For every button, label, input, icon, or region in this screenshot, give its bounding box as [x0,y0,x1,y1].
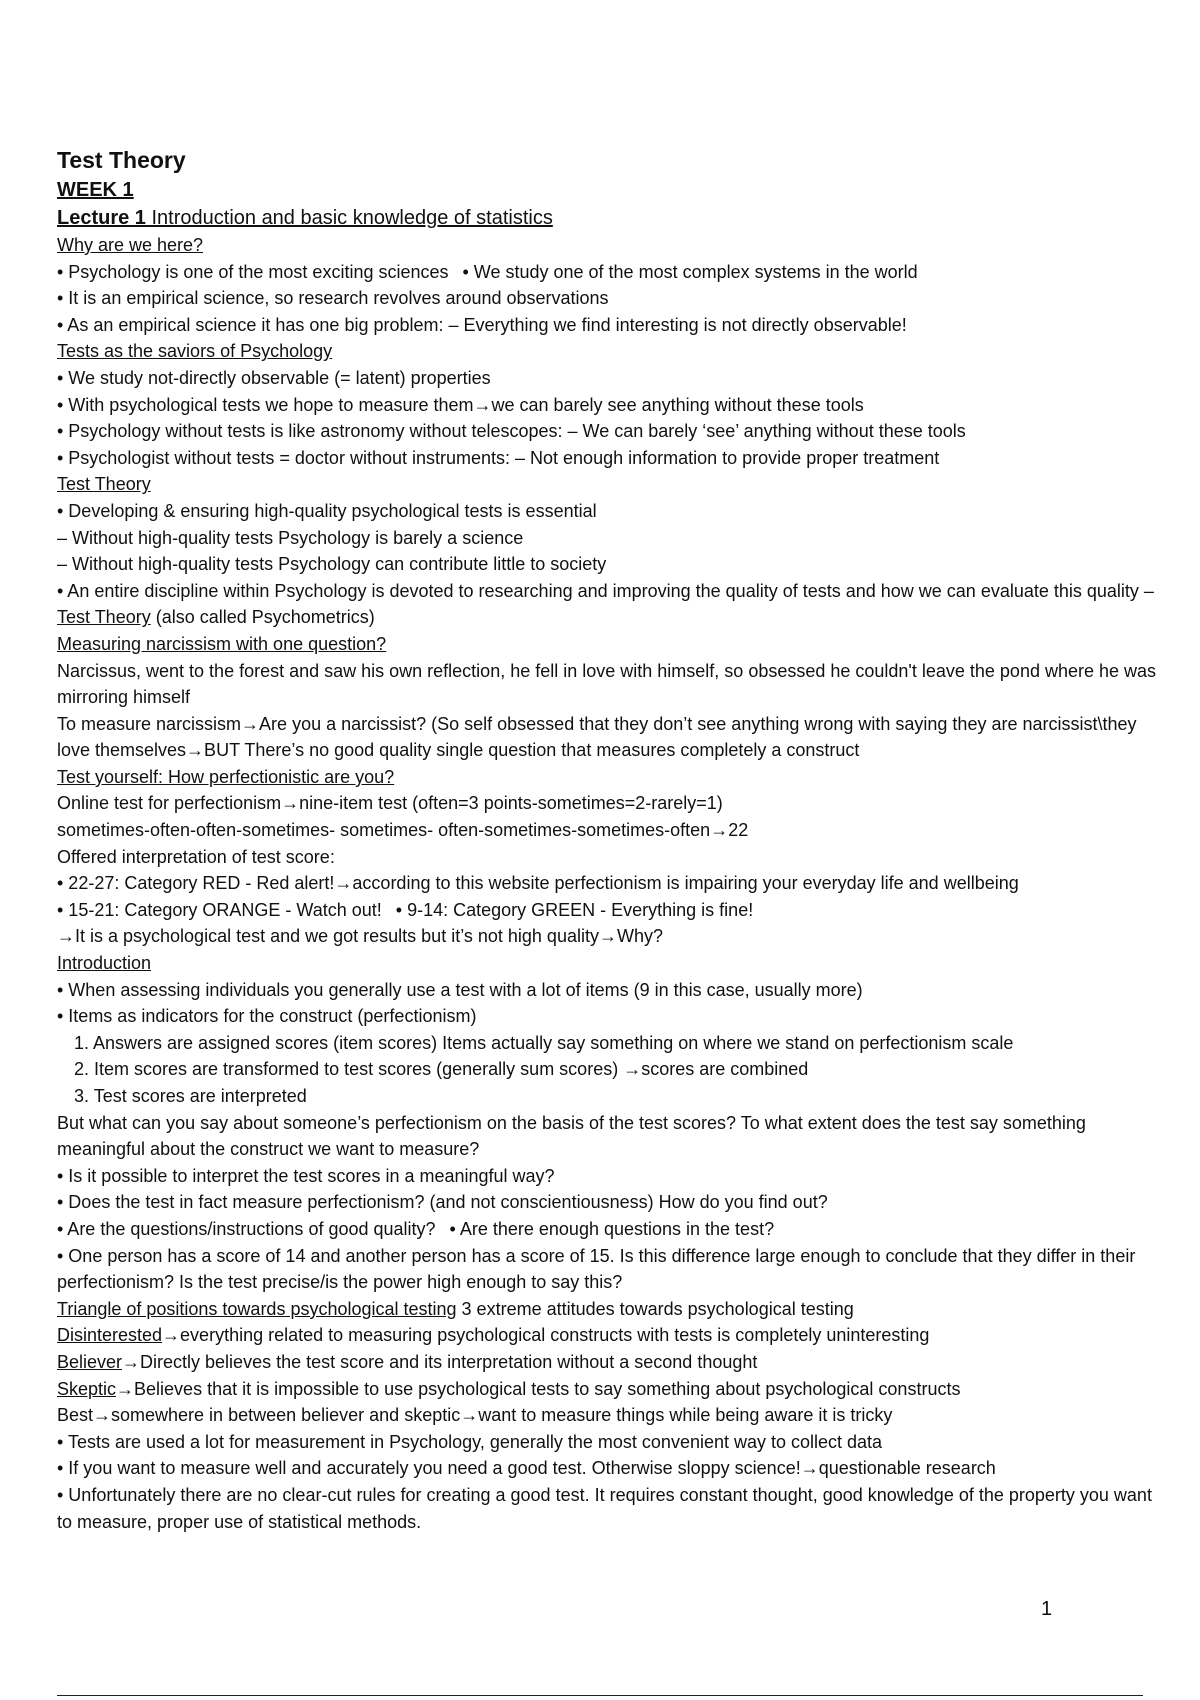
attitude-description: →Directly believes the test score and its interpretation without a second thought [122,1351,758,1372]
bullet-line: • As an empirical science it has one big problem: – Everything we find interesting is not directly observable! [57,314,907,335]
bullet-line: • 22-27: Category RED - Red alert!→according to this website perfectionism is impairing your everyday life and wellbeing [57,873,1019,894]
page-number: 1 [1041,1598,1053,1620]
attitude-term: Believer [57,1351,123,1372]
bullet-text: • An entire discipline within Psychology is devoted to researching and improving the quality of tests and how we can evaluate this quality – [57,580,1154,601]
dash-line: – Without high-quality tests Psychology is barely a science [57,527,524,548]
bullet-line: • Tests are used a lot for measurement in Psychology, generally the most convenient way to collect data [57,1431,883,1452]
paragraph: Narcissus, went to the forest and saw his own reflection, he fell in love with himself, so obsessed he couldn't leave the pond where he was mirroring himself [57,660,1157,708]
bullet-line [57,1216,1167,1243]
bullet-line: • When assessing individuals you generally use a test with a lot of items (9 in this case, usually more) [57,979,863,1000]
bullet-line: • Does the test in fact measure perfectionism? (and not conscientiousness) How do you find out? [57,1192,828,1213]
document-title: Test Theory [57,147,186,173]
bullet-line: • Psychologist without tests = doctor without instruments: – Not enough information to provide proper treatment [57,447,940,468]
section-heading-perfectionism: Test yourself: How perfectionistic are you? [57,766,395,787]
week-heading [57,176,1167,204]
bullet-text: • Are there enough questions in the test? [449,1218,775,1239]
bullet-line: • Psychology without tests is like astronomy without telescopes: – We can barely ‘see’ anything without these tools [57,421,966,442]
bullet-line: • With psychological tests we hope to measure them→we can barely see anything without these tools [57,394,864,415]
lecture-heading [57,204,1167,232]
document-page [57,145,1167,1535]
test-theory-term: Test Theory [57,607,151,628]
section-heading-test-theory: Test Theory [57,474,151,495]
dash-line: – Without high-quality tests Psychology can contribute little to society [57,554,607,575]
bullet-line: • Items as indicators for the construct (perfectionism) [57,1006,477,1027]
bullet-paragraph: • Unfortunately there are no clear-cut rules for creating a good test. It requires constant thought, good knowledge of the property you want to measure, proper use of statistical methods. [57,1484,1152,1532]
bullet-text: • Are the questions/instructions of good quality? [57,1218,436,1239]
attitude-line [57,1349,1167,1376]
heading-note: 3 extreme attitudes towards psychological testing [456,1298,854,1319]
bullet-paragraph [57,578,1167,631]
section-heading-saviors: Tests as the saviors of Psychology [57,341,333,362]
paragraph: But what can you say about someone’s perfectionism on the basis of the test scores? To what extent does the test say something meaningful about the construct we want to measure? [57,1112,1086,1160]
attitude-line [57,1376,1167,1403]
bullet-text: (also called Psychometrics) [150,607,375,628]
bullet-text: • We study one of the most complex systems in the world [462,261,918,282]
attitude-term: Disinterested [57,1325,163,1346]
bullet-line: • Developing & ensuring high-quality psychological tests is essential [57,500,597,521]
text-line: sometimes-often-often-sometimes- sometimes- often-sometimes-sometimes-often→22 [57,820,749,841]
numbered-item: 2. Item scores are transformed to test scores (generally sum scores) →scores are combined [74,1059,809,1080]
paragraph: To measure narcissism→Are you a narcissist? (So self obsessed that they don’t see anything wrong with saying they are narcissist\they love themselves→BUT There’s no good quality single question that measures completely a construct [57,713,1137,761]
numbered-item: 1. Answers are assigned scores (item scores) Items actually say something on where we stand on perfectionism scale [74,1032,1014,1053]
section-heading-why: Why are we here? [57,235,204,255]
attitude-description: →Believes that it is impossible to use psychological tests to say something about psychological constructs [116,1378,961,1399]
bullet-line: • If you want to measure well and accurately you need a good test. Otherwise sloppy science!→questionable research [57,1458,996,1479]
attitude-description: →everything related to measuring psychological constructs with tests is completely uninteresting [162,1325,930,1346]
bullet-paragraph: • One person has a score of 14 and another person has a score of 15. Is this difference large enough to conclude that they differ in their perfectionism? Is the test precise/is the power high enough to say this? [57,1245,1136,1293]
section-heading-introduction: Introduction [57,953,152,974]
bullet-line: • We study not-directly observable (= latent) properties [57,367,491,388]
footer-divider [57,1695,1143,1696]
bullet-text: • 15-21: Category ORANGE - Watch out! [57,899,382,920]
text-line: →It is a psychological test and we got results but it’s not high quality→Why? [57,926,663,947]
text-line: Offered interpretation of test score: [57,846,335,867]
section-heading-narcissism: Measuring narcissism with one question? [57,633,387,654]
bullet-text: • 9-14: Category GREEN - Everything is fine! [395,899,754,920]
text-line: Best→somewhere in between believer and skeptic→want to measure things while being aware it is tricky [57,1405,893,1426]
numbered-item: 3. Test scores are interpreted [74,1086,307,1106]
text-line: Online test for perfectionism→nine-item test (often=3 points-sometimes=2-rarely=1) [57,793,723,814]
bullet-text: • Psychology is one of the most exciting sciences [57,261,449,282]
attitude-line [57,1322,1167,1349]
bullet-line [57,897,1167,924]
section-heading-triangle: Triangle of positions towards psychological testing [57,1298,457,1319]
bullet-line: • It is an empirical science, so research revolves around observations [57,288,609,309]
triangle-heading-line [57,1296,1167,1323]
bullet-line: • Is it possible to interpret the test scores in a meaningful way? [57,1165,555,1186]
lecture-label: Lecture 1 [57,207,146,229]
lecture-title: Introduction and basic knowledge of statistics [145,207,553,229]
bullet-line [57,259,1167,286]
week-label: WEEK 1 [57,179,134,201]
attitude-term: Skeptic [57,1378,117,1399]
